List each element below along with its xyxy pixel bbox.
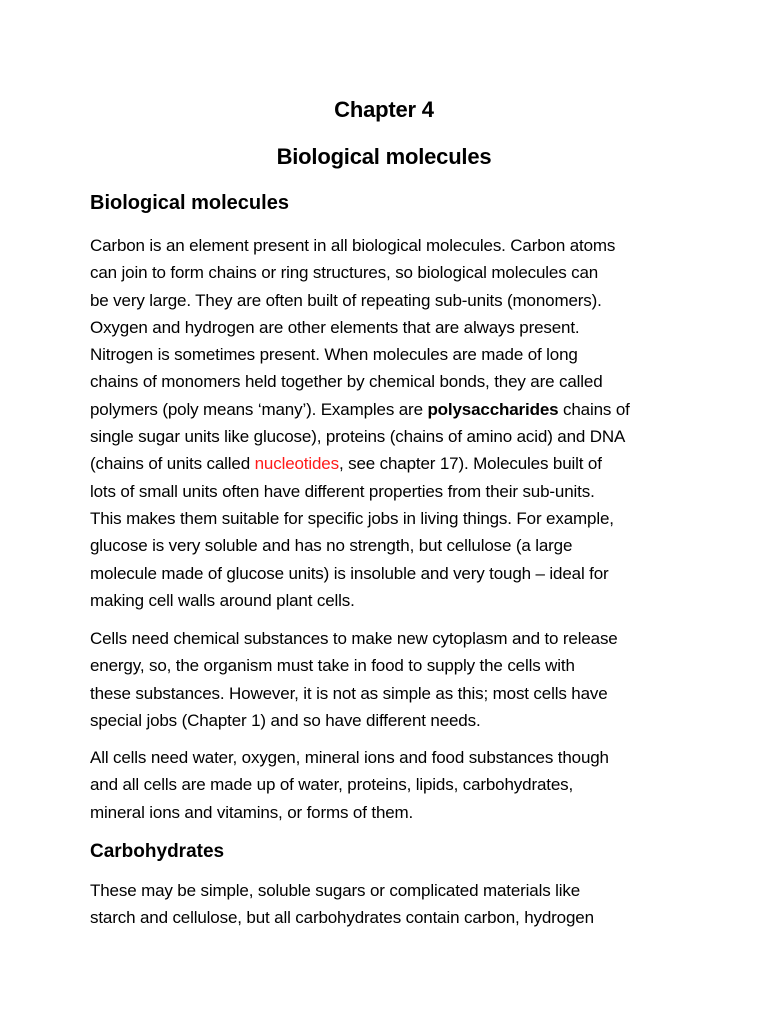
text-line: glucose is very soluble and has no strength, but cellulose (a large <box>90 536 573 556</box>
section-heading-biological-molecules: Biological molecules <box>90 192 289 214</box>
paragraph-carbohydrates <box>90 877 690 932</box>
text-line: Oxygen and hydrogen are other elements that are always present. <box>90 317 580 337</box>
text-line: Cells need chemical substances to make new cytoplasm and to release <box>90 629 618 648</box>
text-line: lots of small units often have different properties from their sub-units. <box>90 481 595 501</box>
text-segment: polymers (poly means ‘many’). Examples are <box>90 399 428 419</box>
text-segment: chains of <box>558 399 630 419</box>
text-line: and all cells are made up of water, proteins, lipids, carbohydrates, <box>90 775 574 795</box>
text-line <box>90 450 690 477</box>
section-heading-carbohydrates: Carbohydrates <box>90 841 225 862</box>
text-line: molecule made of glucose units) is insoluble and very tough – ideal for <box>90 563 609 583</box>
bold-term-polysaccharides: polysaccharides <box>427 399 559 419</box>
text-line: These may be simple, soluble sugars or complicated materials like <box>90 881 581 900</box>
text-line: single sugar units like glucose), proteins (chains of amino acid) and DNA <box>90 427 626 447</box>
chapter-title: Biological molecules <box>276 144 492 169</box>
text-segment: , see chapter 17). Molecules built of <box>338 454 602 474</box>
text-line: special jobs (Chapter 1) and so have different needs. <box>90 710 481 730</box>
text-line: Nitrogen is sometimes present. When molecules are made of long <box>90 345 578 365</box>
text-line: be very large. They are often built of repeating sub-units (monomers). <box>90 290 602 310</box>
text-line: these substances. However, it is not as simple as this; most cells have <box>90 683 608 703</box>
text-line: mineral ions and vitamins, or forms of them. <box>90 802 414 822</box>
paragraph-intro <box>90 232 690 614</box>
chapter-number: Chapter 4 <box>334 97 434 122</box>
text-line: energy, so, the organism must take in food to supply the cells with <box>90 656 575 676</box>
text-segment: (chains of units called <box>90 454 255 474</box>
paragraph-cell-needs <box>90 625 690 734</box>
text-line <box>90 396 690 423</box>
text-line: Carbon is an element present in all biological molecules. Carbon atoms <box>90 236 616 255</box>
text-line: This makes them suitable for specific jobs in living things. For example, <box>90 508 614 528</box>
text-line: chains of monomers held together by chemical bonds, they are called <box>90 372 603 392</box>
text-line: All cells need water, oxygen, mineral ions and food substances though <box>90 748 609 767</box>
text-line: starch and cellulose, but all carbohydrates contain carbon, hydrogen <box>90 908 594 928</box>
paragraph-cell-composition <box>90 744 690 826</box>
highlighted-term-nucleotides: nucleotides <box>254 454 339 474</box>
text-line: making cell walls around plant cells. <box>90 590 355 610</box>
text-line: can join to form chains or ring structures, so biological molecules can <box>90 263 599 283</box>
